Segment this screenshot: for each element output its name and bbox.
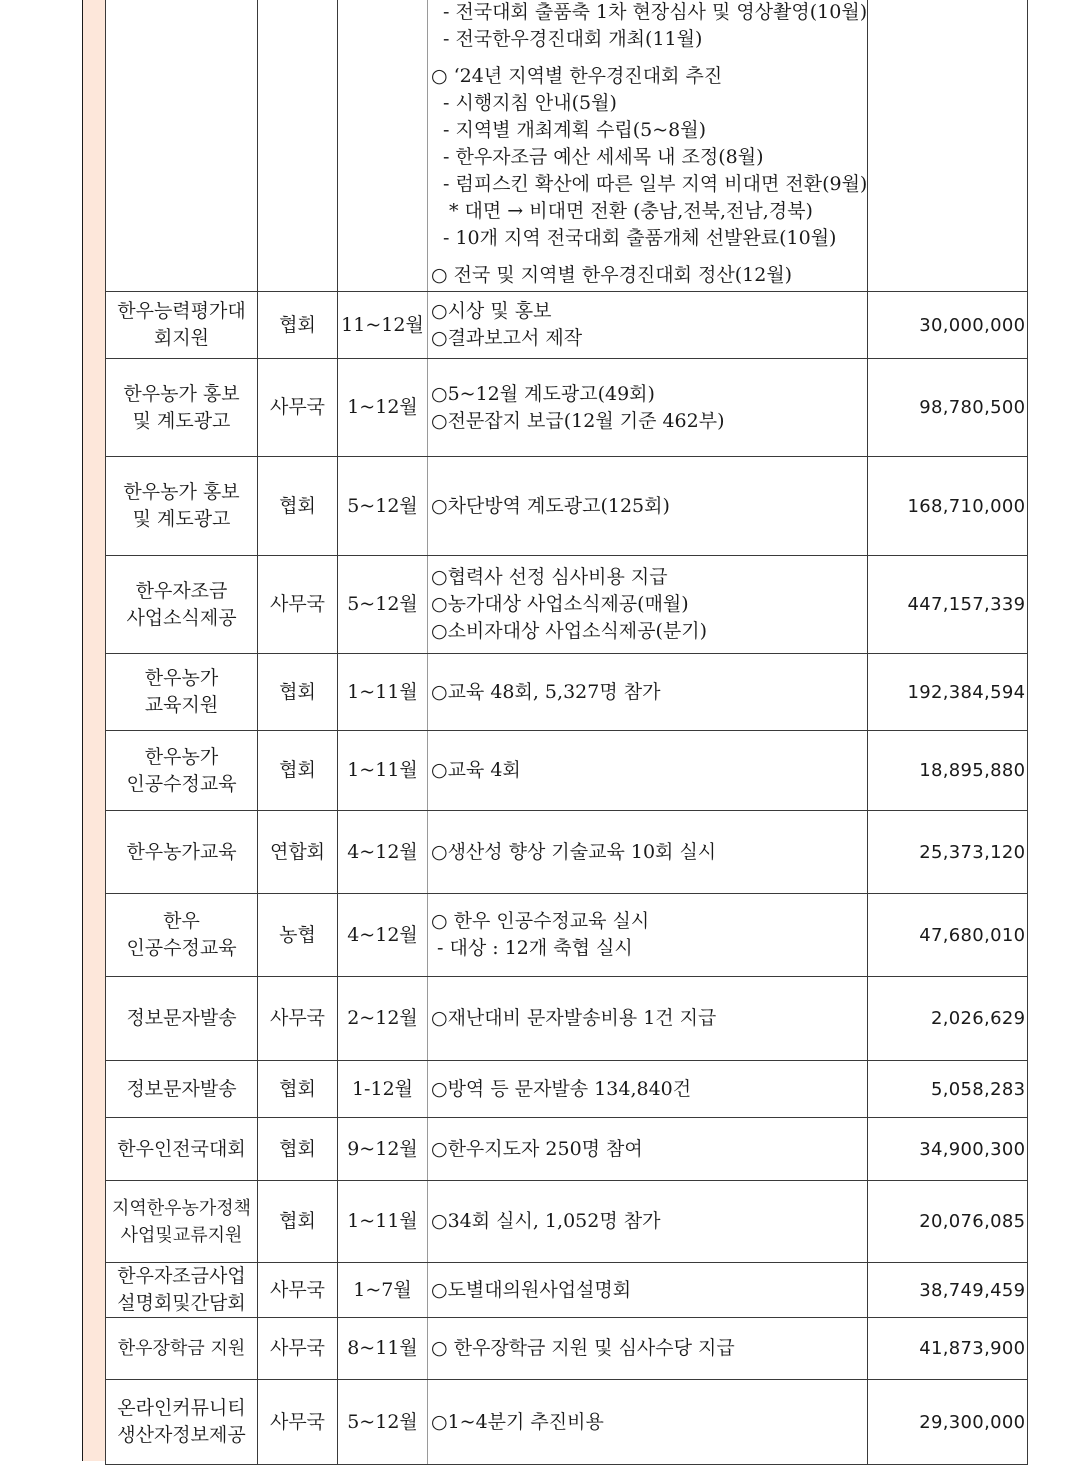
cell-organization: 사무국 [258, 1263, 338, 1318]
content-bullet: ○도별대의원사업설명회 [431, 1278, 632, 1301]
cell-amount: 2,026,629 [868, 977, 1028, 1061]
cell-project-name [106, 977, 258, 1061]
cell-project-name [106, 359, 258, 457]
cell-period: 1~12월 [338, 359, 428, 457]
project-name-text: 한우인전국대회 [117, 1137, 246, 1160]
cell-content [428, 894, 868, 977]
project-name-text: 및 계도광고 [132, 508, 231, 530]
cell-content [428, 1118, 868, 1181]
cell-project-name [106, 894, 258, 977]
cell-amount: 47,680,010 [868, 894, 1028, 977]
cell-organization [258, 0, 338, 292]
cell-organization: 협회 [258, 1061, 338, 1118]
content-subitem: - 시행지침 안내(5월) [443, 92, 617, 114]
project-name-text: 정보문자발송 [126, 1007, 237, 1029]
cell-period: 5~12월 [338, 1380, 428, 1465]
project-name-text: 인공수정교육 [126, 937, 237, 959]
cell-amount: 192,384,594 [868, 654, 1028, 731]
project-name-text: 한우자조금 [135, 579, 228, 602]
cell-amount: 447,157,339 [868, 556, 1028, 654]
cell-content [428, 1181, 868, 1263]
cell-amount: 168,710,000 [868, 457, 1028, 556]
cell-amount [868, 0, 1028, 292]
cell-organization: 사무국 [258, 977, 338, 1061]
cell-project-name [106, 811, 258, 894]
cell-content [428, 977, 868, 1061]
cell-organization: 사무국 [258, 1318, 338, 1380]
content-bullet: - 대상 : 12개 축협 실시 [431, 937, 633, 959]
cell-content [428, 457, 868, 556]
content-subitem: - 지역별 개최계획 수립(5~8월) [443, 119, 707, 141]
project-name-text: 한우장학금 지원 [117, 1338, 246, 1359]
content-bullet: ○협력사 선정 심사비용 지급 [431, 566, 668, 588]
cell-project-name [106, 556, 258, 654]
cell-period: 4~12월 [338, 894, 428, 977]
content-bullet: ○ 전국 및 지역별 한우경진대회 정산(12월) [431, 264, 793, 286]
cell-organization: 협회 [258, 654, 338, 731]
content-bullet: ○시상 및 홍보 [431, 300, 552, 322]
cell-organization: 사무국 [258, 359, 338, 457]
cell-project-name [106, 1318, 258, 1380]
content-bullet: ○차단방역 계도광고(125회) [431, 494, 670, 517]
cell-period: 8~11월 [338, 1318, 428, 1380]
project-name-text: 한우능력평가대 [117, 300, 246, 322]
project-name-text: 교육지원 [144, 694, 219, 716]
content-bullet: ○5~12월 계도광고(49회) [431, 382, 655, 405]
cell-project-name [106, 292, 258, 359]
content-bullet: ○ 한우장학금 지원 및 심사수당 지급 [431, 1337, 735, 1359]
content-bullet: ○한우지도자 250명 참여 [431, 1137, 643, 1160]
cell-project-name [106, 654, 258, 731]
content-note: * 대면 → 비대면 전환 (충남,전북,전남,경북) [449, 200, 813, 222]
cell-organization: 사무국 [258, 1380, 338, 1465]
cell-period: 1-12월 [338, 1061, 428, 1118]
project-name-text: 설명회및간담회 [117, 1292, 246, 1314]
project-name-text: 생산자정보제공 [117, 1424, 246, 1446]
cell-amount: 34,900,300 [868, 1118, 1028, 1181]
budget-table [105, 0, 1028, 1465]
content-subitem: - 럼피스킨 확산에 따른 일부 지역 비대면 전환(9월) [443, 173, 868, 195]
cell-amount: 38,749,459 [868, 1263, 1028, 1318]
cell-content [428, 654, 868, 731]
content-bullet: ○방역 등 문자발송 134,840건 [431, 1077, 692, 1100]
content-bullet: ○결과보고서 제작 [431, 327, 583, 349]
content-bullet: ○34회 실시, 1,052명 참가 [431, 1210, 661, 1232]
content-bullet: ○전문잡지 보급(12월 기준 462부) [431, 409, 725, 432]
cell-period: 1~11월 [338, 731, 428, 811]
table-row [106, 457, 1028, 556]
content-bullet: ○소비자대상 사업소식제공(분기) [431, 620, 708, 642]
project-name-text: 한우농가 홍보 [123, 382, 240, 405]
cell-amount: 5,058,283 [868, 1061, 1028, 1118]
table-row [106, 1380, 1028, 1465]
content-subitem: - 전국대회 출품축 1차 현장심사 및 영상촬영(10월) [443, 1, 868, 23]
table-row [106, 292, 1028, 359]
content-subitem: - 한우자조금 예산 세세목 내 조정(8월) [443, 146, 764, 168]
cell-organization: 사무국 [258, 556, 338, 654]
cell-period: 11~12월 [338, 292, 428, 359]
cell-content [428, 359, 868, 457]
cell-content [428, 811, 868, 894]
cell-content [428, 731, 868, 811]
project-name-text: 한우농가 홍보 [123, 481, 240, 503]
cell-organization: 농협 [258, 894, 338, 977]
project-name-text: 사업소식제공 [126, 606, 237, 629]
table-row [106, 359, 1028, 457]
content-bullet: ○농가대상 사업소식제공(매월) [431, 593, 689, 615]
cell-organization: 협회 [258, 1118, 338, 1181]
content-bullet: ○ ‘24년 지역별 한우경진대회 추진 [431, 65, 723, 87]
project-name-text: 인공수정교육 [126, 772, 237, 795]
cell-organization: 협회 [258, 292, 338, 359]
table-row [106, 731, 1028, 811]
table-row-continued [106, 0, 1028, 292]
cell-period: 1~7월 [338, 1263, 428, 1318]
table-row [106, 556, 1028, 654]
project-name-text: 정보문자발송 [126, 1077, 237, 1100]
cell-content [428, 1318, 868, 1380]
table-row [106, 1118, 1028, 1181]
table-row [106, 1263, 1028, 1318]
cell-period: 1~11월 [338, 1181, 428, 1263]
cell-period: 4~12월 [338, 811, 428, 894]
cell-amount: 30,000,000 [868, 292, 1028, 359]
cell-project-name [106, 0, 258, 292]
cell-organization: 협회 [258, 731, 338, 811]
cell-period: 5~12월 [338, 556, 428, 654]
project-name-text: 회지원 [153, 327, 210, 349]
cell-project-name [106, 731, 258, 811]
content-subitem: - 전국한우경진대회 개최(11월) [443, 28, 703, 50]
cell-period: 9~12월 [338, 1118, 428, 1181]
cell-project-name [106, 1380, 258, 1465]
project-name-text: 지역한우농가정책 [111, 1197, 252, 1219]
cell-content [428, 556, 868, 654]
table-row [106, 1318, 1028, 1380]
cell-project-name [106, 1118, 258, 1181]
cell-project-name [106, 1061, 258, 1118]
cell-organization: 연합회 [258, 811, 338, 894]
table-row [106, 1061, 1028, 1118]
cell-amount: 20,076,085 [868, 1181, 1028, 1263]
project-name-text: 한우농가 [144, 745, 219, 768]
cell-period [338, 0, 428, 292]
content-bullet: ○생산성 향상 기술교육 10회 실시 [431, 840, 717, 863]
project-name-text: 한우자조금사업 [117, 1265, 246, 1287]
cell-amount: 98,780,500 [868, 359, 1028, 457]
cell-period: 1~11월 [338, 654, 428, 731]
project-name-text: 사업및교류지원 [120, 1224, 243, 1246]
cell-organization: 협회 [258, 457, 338, 556]
margin-stripe [83, 0, 105, 1461]
cell-project-name [106, 1181, 258, 1263]
content-subitem: - 10개 지역 전국대회 출품개체 선발완료(10월) [443, 227, 837, 249]
table-row [106, 811, 1028, 894]
cell-amount: 25,373,120 [868, 811, 1028, 894]
cell-period: 5~12월 [338, 457, 428, 556]
cell-content [428, 1263, 868, 1318]
table-row [106, 654, 1028, 731]
cell-content [428, 1061, 868, 1118]
table-row [106, 1181, 1028, 1263]
cell-content [428, 1380, 868, 1465]
cell-amount: 18,895,880 [868, 731, 1028, 811]
cell-amount: 41,873,900 [868, 1318, 1028, 1380]
content-bullet: ○재난대비 문자발송비용 1건 지급 [431, 1007, 717, 1029]
table-row [106, 977, 1028, 1061]
project-name-text: 온라인커뮤니티 [117, 1397, 246, 1419]
project-name-text: 한우농가교육 [126, 840, 237, 863]
cell-content [428, 292, 868, 359]
project-name-text: 한우 [163, 910, 200, 932]
content-bullet: ○ 한우 인공수정교육 실시 [431, 910, 650, 932]
project-name-text: 한우농가 [144, 667, 219, 689]
content-bullet: ○교육 48회, 5,327명 참가 [431, 680, 661, 703]
cell-project-name [106, 1263, 258, 1318]
table-row [106, 894, 1028, 977]
cell-organization: 협회 [258, 1181, 338, 1263]
cell-project-name [106, 457, 258, 556]
content-bullet: ○1~4분기 추진비용 [431, 1410, 604, 1433]
cell-period: 2~12월 [338, 977, 428, 1061]
content-bullet: ○교육 4회 [431, 759, 521, 781]
cell-amount: 29,300,000 [868, 1380, 1028, 1465]
cell-content [428, 0, 868, 292]
project-name-text: 및 계도광고 [132, 409, 231, 432]
